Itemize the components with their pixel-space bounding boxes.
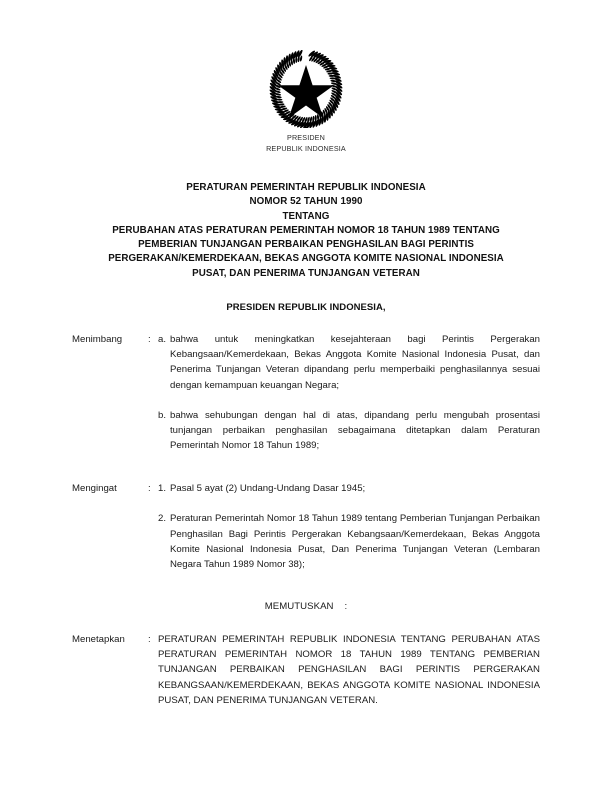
menetapkan-label: Menetapkan [72, 634, 125, 645]
title-line-2: NOMOR 52 TAHUN 1990 [249, 196, 363, 208]
title-line-7: PUSAT, DAN PENERIMA TUNJANGAN VETERAN [192, 267, 420, 279]
emblem-caption-line-2: REPUBLIK INDONESIA [266, 143, 346, 153]
menimbang-colon: : [148, 334, 151, 345]
menimbang-label: Menimbang [72, 334, 123, 345]
menimbang-item [158, 408, 540, 454]
document-title-block [36, 181, 576, 281]
emblem-caption [0, 133, 612, 154]
mengingat-clause [72, 481, 540, 572]
title-line-3: TENTANG [282, 210, 330, 222]
mengingat-item [158, 511, 540, 572]
item-text: Peraturan Pemerintah Nomor 18 Tahun 1989 tentang Pemberian Tunjangan Perbaikan Penghasilan Bagi Perintis Pergerakan Kebangsaan/Kemerdekaan, Bekas Anggota Komite Nasional Indonesia Pusat, Dan Penerima Tunjangan Veteran (Lembaran Negara Tahun 1989 Nomor 38); [170, 513, 540, 570]
presidential-emblem-block [0, 50, 612, 154]
title-line-5: PEMBERIAN TUNJANGAN PERBAIKAN PENGHASILAN BAGI PERINTIS [138, 239, 474, 251]
menetapkan-text: PERATURAN PEMERINTAH REPUBLIK INDONESIA TENTANG PERUBAHAN ATAS PERATURAN PEMERINTAH NOMOR 18 TAHUN 1989 TENTANG PEMBERIAN TUNJANGAN PERBAIKAN PENGHASILAN BAGI PERINTIS PERGERAKAN KEBANGSAAN/KEMERDEKAAN, BEKAS ANGGOTA KOMITE NASIONAL INDONESIA PUSAT, DAN PENERIMA TUNJANGAN VETERAN. [158, 634, 540, 706]
title-line-1: PERATURAN PEMERINTAH REPUBLIK INDONESIA [186, 182, 426, 193]
title-line-6: PERGERAKAN/KEMERDEKAAN, BEKAS ANGGOTA KOMITE NASIONAL INDONESIA [108, 253, 504, 265]
menetapkan-colon: : [148, 634, 151, 645]
mengingat-items [158, 481, 540, 572]
menimbang-items [158, 332, 540, 454]
indonesia-presidential-seal-icon [266, 50, 346, 128]
emblem-caption-line-1: PRESIDEN [287, 133, 325, 142]
menimbang-clause [72, 332, 540, 454]
memutuskan-heading [36, 601, 576, 612]
item-marker: a. [158, 334, 167, 345]
item-marker: 1. [158, 483, 167, 494]
mengingat-item [158, 481, 540, 496]
item-text: Pasal 5 ayat (2) Undang-Undang Dasar 1945; [170, 483, 366, 494]
item-text: bahwa untuk meningkatkan kesejahteraan bagi Perintis Pergerakan Kebangsaan/Kemerdekaan, Bekas Anggota Komite Nasional Indonesia Pusat, dan Penerima Tunjangan Veteran dipandang perlu memperbaiki penghasilannya sesuai dengan kemampuan keuangan Negara; [170, 334, 540, 391]
item-marker: 2. [158, 513, 167, 525]
memutuskan-word: MEMUTUSKAN [264, 601, 334, 612]
mengingat-label: Mengingat [72, 483, 117, 494]
item-text: bahwa sehubungan dengan hal di atas, dipandang perlu mengubah prosentasi tunjangan perbaikan penghasilan sebagaimana ditetapkan dalam Peraturan Pemerintah Nomor 18 Tahun 1989; [170, 410, 540, 452]
title-line-4: PERUBAHAN ATAS PERATURAN PEMERINTAH NOMOR 18 TAHUN 1989 TENTANG [112, 224, 500, 236]
menetapkan-clause [72, 632, 540, 708]
menimbang-item [158, 332, 540, 393]
item-marker: b. [158, 410, 167, 421]
opening-statement: PRESIDEN REPUBLIK INDONESIA, [226, 302, 386, 313]
mengingat-colon: : [148, 483, 151, 494]
memutuskan-colon: : [344, 601, 348, 612]
